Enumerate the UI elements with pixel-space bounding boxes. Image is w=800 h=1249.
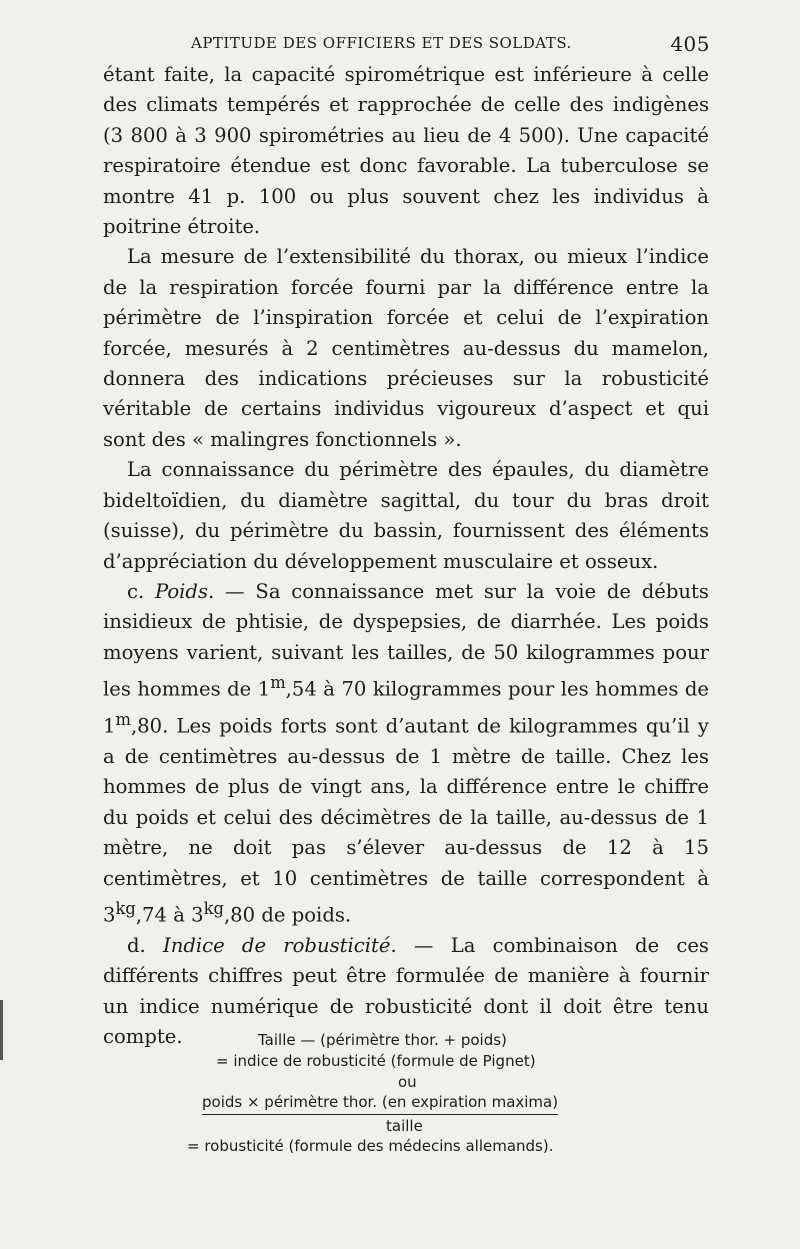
formula-pignet-result: = indice de robusticité (formule de Pignet)	[216, 1052, 536, 1070]
poids-text-1: Sa connaissance met sur la voie de débuts insidieux de phtisie, de dyspepsies, de diarrhée. Les poids moyens varient, suivant les tailles, de 50 kilogrammes pour les hommes de 1	[103, 579, 709, 701]
paragraph-poids	[103, 577, 709, 931]
formula-separator-ou: ou	[398, 1073, 417, 1091]
poids-text-5: ,80 de poids.	[223, 903, 352, 927]
poids-text-3: ,80. Les poids forts sont d’autant de kilogrammes qu’il y a de centimètres au-dessus de 1 mètre de taille. Chez les hommes de plus de vingt ans, la différence entre le chiffre du poids et celui des décimètres de la taille, au-dessus de 1 mètre, ne doit pas s’élever au-dessus de 12 à 15 centimètres, et 10 centimètres de taille correspondent à 3	[103, 714, 709, 927]
page-header	[103, 32, 710, 58]
paragraph-extensibilite: La mesure de l’extensibilité du thorax, ou mieux l’indice de la respiration forcée fourni par la différence entre la périmètre de l’inspiration forcée et celui de l’expiration forcée, mesurés à 2 centimètres au-dessus du mamelon, donnera des indications précieuses sur la robusticité véritable de certains individus vigoureux d’aspect et qui sont des « malingres fonctionnels ».	[103, 245, 709, 451]
running-title: APTITUDE DES OFFICIERS ET DES SOLDATS.	[191, 34, 572, 52]
unit-superscript: m	[115, 710, 131, 730]
paragraph-capacite: étant faite, la capacité spirométrique est inférieure à celle des climats tempérés et rapprochée de celle des indigènes (3 800 à 3 900 spirométries au lieu de 4 500). Une capacité respiratoire étendue est donc favorable. La tuberculose se montre 41 p. 100 ou plus souvent chez les individus à poitrine étroite.	[103, 63, 709, 239]
unit-superscript: m	[270, 673, 286, 693]
formula-pignet-expression: Taille — (périmètre thor. + poids)	[258, 1031, 507, 1049]
page-number: 405	[670, 32, 710, 56]
formula-german-numerator: poids × périmètre thor. (en expiration maxima)	[202, 1092, 558, 1115]
section-heading-indice: Indice de robusticité.	[162, 933, 397, 957]
body-text	[103, 60, 709, 1053]
heading-dash: —	[214, 579, 256, 603]
poids-text-2: ,54 à 70 kilogrammes pour les hommes de 1	[103, 677, 709, 738]
section-heading-poids: Poids.	[154, 579, 215, 603]
heading-dash: —	[396, 933, 451, 957]
section-label-d: d.	[127, 933, 146, 957]
unit-superscript: kg	[115, 899, 136, 919]
scan-edge-mark	[0, 1000, 3, 1060]
poids-text-4: ,74 à 3	[135, 903, 204, 927]
formula-german-denominator: taille	[386, 1117, 423, 1135]
indice-text: La combinaison de ces différents chiffres peut être formulée de manière à fournir un indice numérique de robusticité dont il doit être tenu compte.	[103, 933, 709, 1049]
unit-superscript: kg	[203, 899, 224, 919]
section-label-c: c.	[127, 579, 145, 603]
paragraph-perimetres: La connaissance du périmètre des épaules, du diamètre bideltoïdien, du diamètre sagittal, du tour du bras droit (suisse), du périmètre du bassin, fournissent des éléments d’appréciation du développement musculaire et osseux.	[103, 458, 709, 573]
formula-german-result: = robusticité (formule des médecins allemands).	[187, 1137, 554, 1155]
